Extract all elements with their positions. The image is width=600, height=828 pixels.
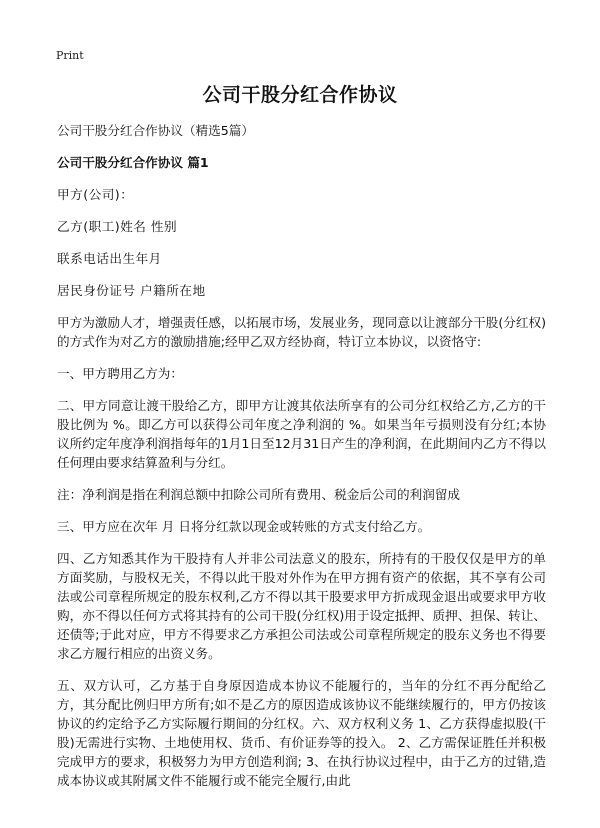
clause-3: 三、甲方应在次年 月 日将分红款以现金或转账的方式支付给乙方。 [57,519,431,534]
note-paragraph: 注：净利润是指在利润总额中扣除公司所有费用、税金后公司的利润留成 [57,487,460,502]
document-subtitle: 公司干股分红合作协议（精选5篇） [57,123,254,138]
id-address-field: 居民身份证号 户籍所在地 [57,283,206,298]
document-body [57,121,546,790]
clause-2: 二、甲方同意让渡干股给乙方，即甲方让渡其依法所享有的公司分红权给乙方,乙方的干股比例为 %。即乙方可以获得公司年度之净利润的 %。如果当年亏损则没有分红;本协议所约定年度净利润指每年的1月1日至12月31日产生的净利润，在此期间内乙方不得以任何理由要求结算盈利与分红。 [57,398,546,470]
party-b-field: 乙方(职工)姓名 性别 [57,219,178,234]
print-label[interactable]: Print [56,49,84,62]
document-title: 公司干股分红合作协议 [202,84,398,106]
clause-5: 五、双方认可，乙方基于自身原因造成本协议不能履行的，当年的分红不再分配给乙方，其分配比例归甲方所有;如不是乙方的原因造成该协议不能继续履行的，甲方仍按该协议的约定给予乙方实际履行期间的分红权。六、双方权利义务 1、乙方获得虚拟股(干股)无需进行实物、土地使用权、货币、有价证券等的投入。 2、乙方需保证胜任并积极完成甲方的要求，积极努力为甲方创造利润; 3、在执行协议过程中，由于乙方的过错,造成本协议或其附属文件不能履行或不能完全履行,由此 [57,678,546,788]
clause-4: 四、乙方知悉其作为干股持有人并非公司法意义的股东，所持有的干股仅仅是甲方的单方面奖励，与股权无关，不得以此干股对外作为在甲方拥有资产的依据，其不享有公司法或公司章程所规定的股东权利,乙方不得以其干股要求甲方折成现金退出或要求甲方收购，亦不得以任何方式将其持有的公司干股(分红权)用于设定抵押、质押、担保、转让、还债等;于此对应，甲方不得要求乙方承担公司法或公司章程所规定的股东义务也不得要求乙方履行相应的出资义务。 [57,551,546,661]
section-heading: 公司干股分红合作协议 篇1 [57,155,209,170]
intro-paragraph: 甲方为激励人才，增强责任感，以拓展市场，发展业务，现同意以让渡部分干股(分红权)的方式作为对乙方的激励措施;经甲乙双方经协商，特订立本协议，以资恪守: [57,315,546,349]
party-a-field: 甲方(公司)： [57,187,134,202]
clause-1: 一、甲方聘用乙方为： [57,366,183,381]
contact-field: 联系电话出生年月 [57,251,162,266]
